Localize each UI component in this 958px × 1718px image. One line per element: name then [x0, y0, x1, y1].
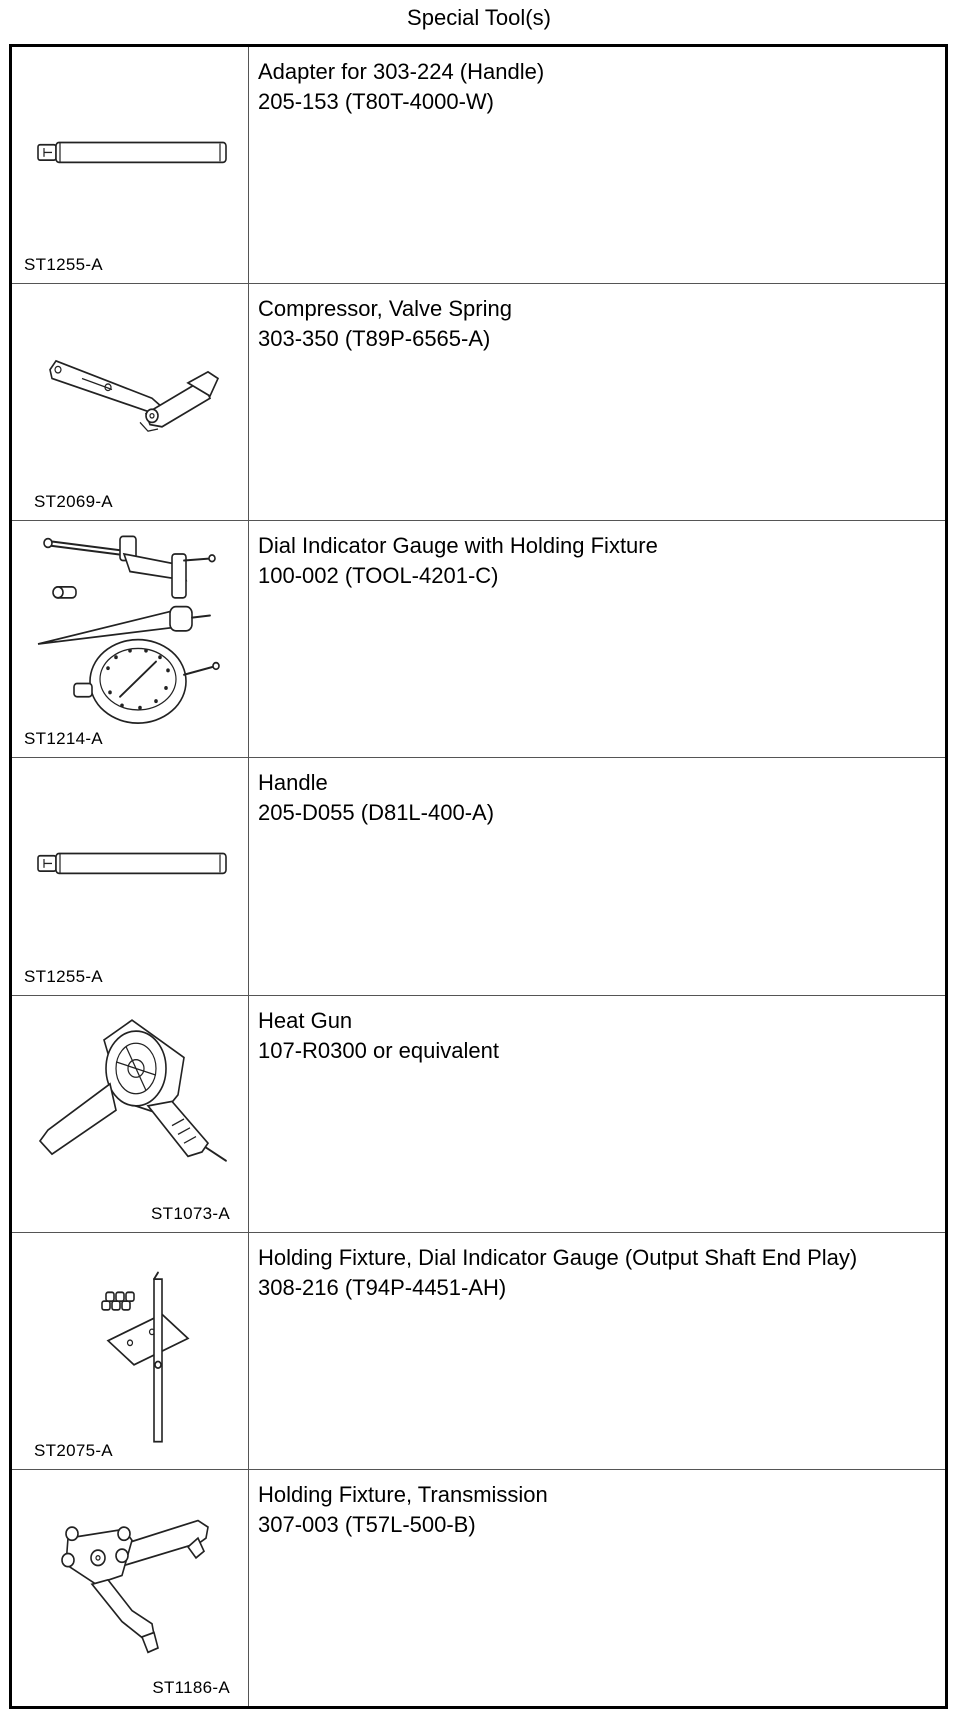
tool-code: ST1255-A [24, 255, 103, 275]
tool-description [249, 284, 945, 520]
tool-name: Dial Indicator Gauge with Holding Fixture [258, 533, 658, 559]
page-title: Special Tool(s) [407, 5, 551, 30]
tool-description [249, 1233, 945, 1469]
table-row [12, 996, 945, 1233]
tool-number: 205-D055 (D81L-400-A) [258, 800, 495, 826]
tool-number: 307-003 (T57L-500-B) [258, 1511, 476, 1537]
tool-illustration-cell [12, 47, 249, 283]
tool-description [249, 47, 945, 283]
tool-code: ST2069-A [34, 492, 113, 512]
tool-code: ST1186-A [152, 1677, 230, 1697]
tool-name: Adapter for 303-224 (Handle) [258, 59, 545, 84]
tool-description [249, 758, 945, 994]
tool-number: 308-216 (T94P-4451-AH) [258, 1274, 507, 1300]
tool-name: Heat Gun [258, 1007, 353, 1033]
tool-illustration-cell [12, 758, 249, 994]
transmission-holding-fixture-icon [12, 1470, 249, 1706]
tool-illustration-cell [12, 996, 249, 1232]
tool-description [249, 1470, 945, 1706]
table-row [12, 47, 945, 284]
table-row [12, 1470, 945, 1706]
tool-number: 303-350 (T89P-6565-A) [258, 326, 491, 352]
tool-illustration-cell [12, 521, 249, 757]
handle-adapter-icon [12, 47, 249, 283]
tool-name: Holding Fixture, Dial Indicator Gauge (Output Shaft End Play) [258, 1244, 858, 1270]
table-row [12, 284, 945, 521]
tool-illustration-cell [12, 1470, 249, 1706]
tool-name: Compressor, Valve Spring [258, 296, 512, 322]
tool-number: 100-002 (TOOL-4201-C) [258, 563, 499, 589]
tool-name: Handle [258, 770, 328, 796]
tool-description [249, 996, 945, 1232]
tool-illustration-cell [12, 1233, 249, 1469]
tool-name: Holding Fixture, Transmission [258, 1481, 548, 1507]
dial-indicator-gauge-icon [12, 521, 249, 757]
tool-number: 107-R0300 or equivalent [258, 1037, 499, 1063]
special-tools-table [9, 44, 948, 1709]
tool-illustration-cell [12, 284, 249, 520]
handle-icon [12, 758, 249, 994]
tool-number: 205-153 (T80T-4000-W) [258, 89, 494, 114]
tool-code: ST1073-A [151, 1203, 230, 1223]
heat-gun-icon [12, 996, 249, 1232]
tool-code: ST1214-A [24, 729, 103, 749]
gauge-holding-fixture-icon [12, 1233, 249, 1469]
tool-code: ST1255-A [24, 966, 103, 986]
table-row [12, 521, 945, 758]
table-row [12, 758, 945, 995]
tool-code: ST2075-A [34, 1440, 113, 1460]
table-row [12, 1233, 945, 1470]
valve-spring-compressor-icon [12, 284, 249, 520]
tool-description [249, 521, 945, 757]
